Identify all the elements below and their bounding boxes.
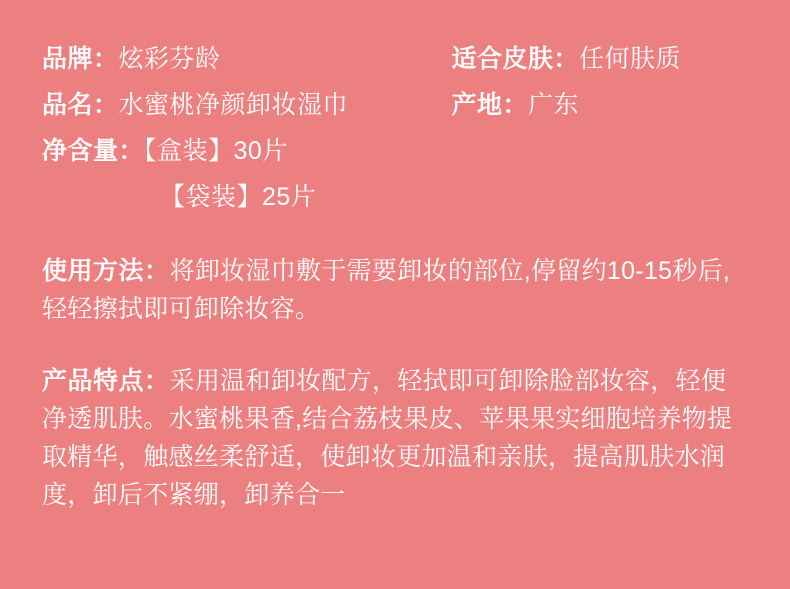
spec-value-net-content-box: 【盒装】30片 (144, 137, 288, 165)
usage-label: 使用方法： (42, 257, 170, 285)
table-row (42, 84, 748, 130)
features-section (42, 362, 748, 514)
usage-text: 将卸妆湿巾敷于需要卸妆的部位,停留约10-15秒后,轻轻擦拭即可卸除妆容。 (42, 257, 731, 323)
spec-cell-brand (42, 38, 451, 84)
features-label: 产品特点： (42, 367, 170, 395)
spec-value-origin: 广东 (527, 91, 579, 119)
spec-label-origin: 产地： (451, 91, 528, 119)
spec-value-skin-type: 任何肤质 (578, 45, 681, 73)
spec-value-product-name: 水蜜桃净颜卸妆湿巾 (118, 91, 349, 119)
spec-cell-empty (451, 130, 748, 176)
spec-value-brand: 炫彩芬龄 (118, 45, 221, 73)
features-text: 采用温和卸妆配方，轻拭即可卸除脸部妆容，轻便净透肌肤。水蜜桃果香,结合荔枝果皮、苹果果实细胞培养物提取精华，触感丝柔舒适，使卸妆更加温和亲肤，提高肌肤水润度，卸后不紧绷，卸养合一 (42, 367, 733, 509)
spec-cell-skin-type (451, 38, 748, 84)
spec-cell-product-name (42, 84, 451, 130)
spec-cell-origin (451, 84, 748, 130)
table-row (42, 130, 748, 176)
spec-label-net-content: 净含量： (42, 137, 145, 165)
table-row (42, 38, 748, 84)
table-row (42, 176, 748, 222)
spec-label-brand: 品牌： (42, 45, 119, 73)
spec-cell-net-content-bag (42, 176, 451, 222)
spec-label-product-name: 品名： (42, 91, 119, 119)
spec-cell-net-content (42, 130, 451, 176)
spec-label-skin-type: 适合皮肤： (451, 45, 579, 73)
spec-table (42, 38, 748, 222)
usage-section (42, 252, 748, 328)
spec-value-net-content-bag: 【袋装】25片 (160, 183, 317, 211)
spec-cell-empty-2 (451, 176, 748, 222)
